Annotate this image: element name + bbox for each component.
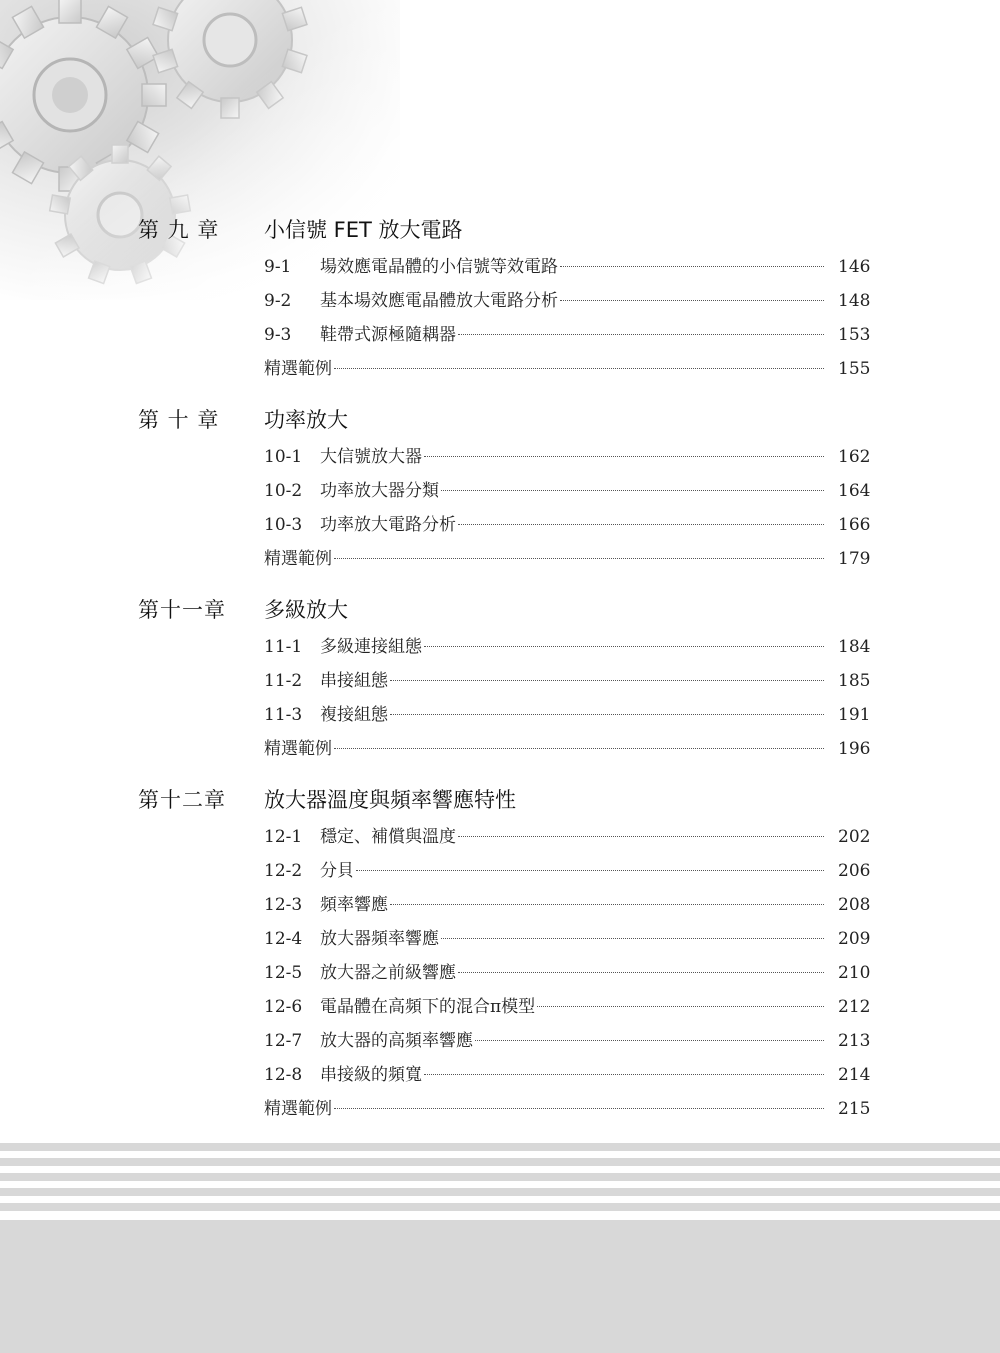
section-number: 9-1 — [264, 257, 292, 277]
toc-entry[interactable] — [138, 1092, 871, 1126]
chapter-block — [138, 590, 871, 766]
page-number: 206 — [838, 861, 871, 881]
section-number: 10-2 — [264, 481, 303, 501]
section-number: 11-1 — [264, 637, 303, 657]
toc-entry[interactable] — [138, 956, 871, 990]
dot-leader — [560, 266, 824, 267]
section-title: 精選範例 — [264, 359, 332, 379]
section-title: 基本場效應電晶體放大電路分析 — [320, 291, 558, 311]
section-title: 電晶體在高頻下的混合π模型 — [320, 997, 536, 1017]
toc-entry[interactable] — [138, 284, 871, 318]
chapter-title: 放大器溫度與頻率響應特性 — [264, 788, 516, 812]
page-number: 164 — [838, 481, 871, 501]
section-number: 11-3 — [264, 705, 303, 725]
dot-leader — [458, 524, 824, 525]
section-title: 放大器之前級響應 — [320, 963, 456, 983]
toc-entry[interactable] — [138, 922, 871, 956]
chapter-block — [138, 210, 871, 386]
section-title: 放大器的高頻率響應 — [320, 1031, 473, 1051]
dot-leader — [334, 368, 824, 369]
chapter-block — [138, 400, 871, 576]
dot-leader — [441, 490, 824, 491]
dot-leader — [441, 938, 824, 939]
toc-entry[interactable] — [138, 732, 871, 766]
section-number: 12-1 — [264, 827, 303, 847]
chapter-heading — [138, 400, 868, 440]
page-number: 155 — [838, 359, 871, 379]
section-title: 放大器頻率響應 — [320, 929, 439, 949]
dot-leader — [334, 558, 824, 559]
section-number: 12-2 — [264, 861, 303, 881]
dot-leader — [537, 1006, 824, 1007]
page-number: 153 — [838, 325, 871, 345]
dot-leader — [475, 1040, 824, 1041]
dot-leader — [458, 836, 824, 837]
chapter-label: 第 十 章 — [138, 408, 220, 432]
toc-entry[interactable] — [138, 854, 871, 888]
toc-entry[interactable] — [138, 820, 871, 854]
section-number: 12-7 — [264, 1031, 303, 1051]
toc-entry[interactable] — [138, 318, 871, 352]
page-number: 213 — [838, 1031, 871, 1051]
dot-leader — [334, 748, 824, 749]
page-number: 162 — [838, 447, 871, 467]
dot-leader — [560, 300, 824, 301]
page-number: 146 — [838, 257, 871, 277]
chapter-label: 第十二章 — [138, 788, 226, 812]
chapter-title: 多級放大 — [264, 598, 348, 622]
page-number: 215 — [838, 1099, 871, 1119]
chapter-title: 功率放大 — [264, 408, 348, 432]
section-number: 12-5 — [264, 963, 303, 983]
section-title: 多級連接組態 — [320, 637, 422, 657]
chapter-label: 第 九 章 — [138, 218, 220, 242]
toc-entry[interactable] — [138, 888, 871, 922]
toc-entry[interactable] — [138, 352, 871, 386]
section-number: 10-3 — [264, 515, 303, 535]
toc-entry[interactable] — [138, 250, 871, 284]
section-number: 12-6 — [264, 997, 303, 1017]
page-number: 148 — [838, 291, 871, 311]
section-title: 精選範例 — [264, 1099, 332, 1119]
dot-leader — [390, 680, 824, 681]
dot-leader — [424, 646, 824, 647]
page-number: 210 — [838, 963, 871, 983]
toc-entry[interactable] — [138, 664, 871, 698]
toc-entry[interactable] — [138, 508, 871, 542]
chapter-label: 第十一章 — [138, 598, 226, 622]
dot-leader — [424, 456, 824, 457]
toc-entry[interactable] — [138, 1058, 871, 1092]
section-title: 精選範例 — [264, 739, 332, 759]
toc-entry[interactable] — [138, 440, 871, 474]
toc-entry[interactable] — [138, 542, 871, 576]
chapter-heading — [138, 590, 868, 630]
page-number: 185 — [838, 671, 871, 691]
section-title: 串接組態 — [320, 671, 388, 691]
page-number: 208 — [838, 895, 871, 915]
page-number: 184 — [838, 637, 871, 657]
section-number: 12-8 — [264, 1065, 303, 1085]
toc-entry[interactable] — [138, 474, 871, 508]
section-title: 複接組態 — [320, 705, 388, 725]
section-title: 鞋帶式源極隨耦器 — [320, 325, 456, 345]
section-number: 11-2 — [264, 671, 303, 691]
page-number: 179 — [838, 549, 871, 569]
dot-leader — [334, 1108, 824, 1109]
page-number: 166 — [838, 515, 871, 535]
page-number: 191 — [838, 705, 871, 725]
section-title: 頻率響應 — [320, 895, 388, 915]
toc-entry[interactable] — [138, 698, 871, 732]
section-number: 9-3 — [264, 325, 292, 345]
chapter-heading — [138, 210, 868, 250]
footer-stripes — [0, 1143, 1000, 1353]
dot-leader — [390, 904, 824, 905]
page-number: 212 — [838, 997, 871, 1017]
chapter-heading — [138, 780, 868, 820]
dot-leader — [458, 334, 824, 335]
page-number: 196 — [838, 739, 871, 759]
page-number: 202 — [838, 827, 871, 847]
section-number: 10-1 — [264, 447, 303, 467]
dot-leader — [356, 870, 824, 871]
dot-leader — [390, 714, 824, 715]
section-title: 分貝 — [320, 861, 354, 881]
chapter-title: 小信號 FET 放大電路 — [264, 218, 463, 242]
section-title: 場效應電晶體的小信號等效電路 — [320, 257, 558, 277]
dot-leader — [424, 1074, 824, 1075]
dot-leader — [458, 972, 824, 973]
section-title: 串接級的頻寬 — [320, 1065, 422, 1085]
toc-entry[interactable] — [138, 630, 871, 664]
section-number: 12-3 — [264, 895, 303, 915]
section-title: 穩定、補償與溫度 — [320, 827, 456, 847]
section-number: 9-2 — [264, 291, 292, 311]
page-number: 214 — [838, 1065, 871, 1085]
section-title: 大信號放大器 — [320, 447, 422, 467]
section-number: 12-4 — [264, 929, 303, 949]
table-of-contents — [138, 210, 871, 1140]
toc-entry[interactable] — [138, 1024, 871, 1058]
section-title: 功率放大電路分析 — [320, 515, 456, 535]
section-title: 功率放大器分類 — [320, 481, 439, 501]
toc-entry[interactable] — [138, 990, 871, 1024]
chapter-block — [138, 780, 871, 1126]
page-number: 209 — [838, 929, 871, 949]
section-title: 精選範例 — [264, 549, 332, 569]
